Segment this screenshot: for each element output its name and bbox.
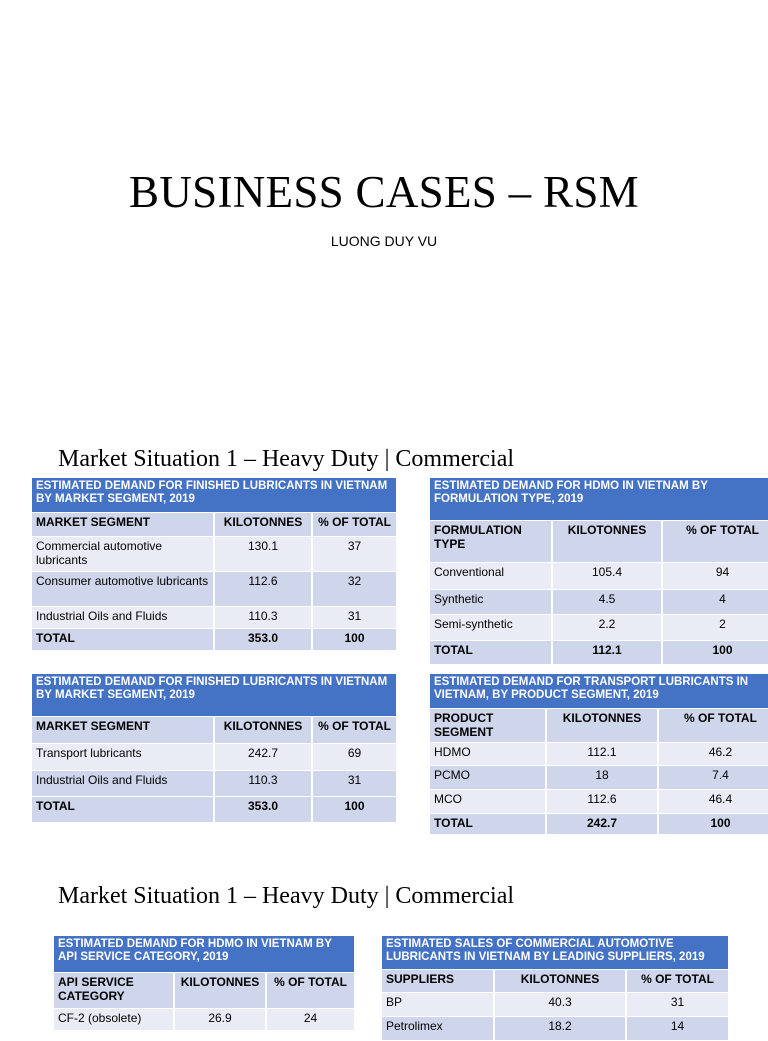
table-cell: 112.1	[546, 742, 658, 765]
slide-title: BUSINESS CASES – RSM	[129, 167, 639, 217]
table-cell: 112.1	[552, 640, 662, 664]
table-cell: 46.2	[658, 742, 768, 765]
table-transport-lubricants-by-product	[430, 674, 768, 835]
table-cell: 242.7	[214, 743, 312, 770]
table-finished-lubricants-transport-industrial	[32, 674, 396, 823]
table-cell: BP	[382, 992, 494, 1016]
table-total-row	[32, 628, 396, 650]
table-cell: TOTAL	[32, 796, 214, 822]
table-cell: 100	[312, 796, 396, 822]
table-cell: Consumer automotive lubricants	[32, 571, 214, 606]
slide-subtitle: LUONG DUY VU	[330, 233, 438, 249]
table-cell: Industrial Oils and Fluids	[32, 770, 214, 796]
table-row	[382, 1016, 728, 1040]
table-cell: 242.7	[546, 813, 658, 834]
table-cell: PCMO	[430, 765, 546, 789]
table-cell: 100	[658, 813, 768, 834]
table-cell: 46.4	[658, 789, 768, 813]
column-header: % OF TOTAL	[662, 520, 768, 562]
table-finished-lubricants-by-segment	[32, 478, 396, 651]
column-header: MARKET SEGMENT	[32, 512, 214, 536]
table-caption: ESTIMATED DEMAND FOR TRANSPORT LUBRICANTS IN VIETNAM, BY PRODUCT SEGMENT, 2019	[430, 674, 768, 708]
column-header: PRODUCT SEGMENT	[430, 708, 546, 742]
table-caption: ESTIMATED DEMAND FOR HDMO IN VIETNAM BY FORMULATION TYPE, 2019	[430, 478, 768, 520]
table-cell: CF-2 (obsolete)	[54, 1008, 174, 1030]
table-caption: ESTIMATED DEMAND FOR FINISHED LUBRICANTS IN VIETNAM BY MARKET SEGMENT, 2019	[32, 478, 396, 512]
table-cell: Transport lubricants	[32, 743, 214, 770]
table-cell: 31	[312, 606, 396, 628]
table-row	[32, 770, 396, 796]
table-cell: Petrolimex	[382, 1016, 494, 1040]
table-hdmo-by-formulation	[430, 478, 768, 665]
table-cell: 105.4	[552, 562, 662, 589]
table-cell: 110.3	[214, 606, 312, 628]
table-cell: 110.3	[214, 770, 312, 796]
table-cell: 353.0	[214, 796, 312, 822]
table-row	[430, 614, 768, 640]
table-cell: HDMO	[430, 742, 546, 765]
column-header: KILOTONNES	[552, 520, 662, 562]
table-cell: MCO	[430, 789, 546, 813]
table-cell: 353.0	[214, 628, 312, 650]
table-cell: 18	[546, 765, 658, 789]
table-cell: 4.5	[552, 589, 662, 614]
table-cell: 26.9	[174, 1008, 266, 1030]
column-header: KILOTONNES	[546, 708, 658, 742]
column-header: % OF TOTAL	[312, 716, 396, 743]
column-header: KILOTONNES	[214, 716, 312, 743]
table-cell: 2.2	[552, 614, 662, 640]
table-row	[430, 589, 768, 614]
table-cell: 112.6	[214, 571, 312, 606]
column-header: MARKET SEGMENT	[32, 716, 214, 743]
column-header: SUPPLIERS	[382, 969, 494, 992]
column-header: % OF TOTAL	[312, 512, 396, 536]
table-cell: Synthetic	[430, 589, 552, 614]
table-row	[32, 743, 396, 770]
table-row	[430, 789, 768, 813]
table-cell: 112.6	[546, 789, 658, 813]
table-cell: 69	[312, 743, 396, 770]
column-header: KILOTONNES	[494, 969, 626, 992]
column-header: KILOTONNES	[174, 972, 266, 1008]
table-caption: ESTIMATED SALES OF COMMERCIAL AUTOMOTIVE LUBRICANTS IN VIETNAM BY LEADING SUPPLIERS, 2019	[382, 936, 728, 969]
table-cell: Conventional	[430, 562, 552, 589]
table-cell: 37	[312, 536, 396, 571]
table-total-row	[32, 796, 396, 822]
table-cell: 100	[312, 628, 396, 650]
table-total-row	[430, 640, 768, 664]
table-cell: Commercial automotive lubricants	[32, 536, 214, 571]
table-cell: Semi-synthetic	[430, 614, 552, 640]
table-row	[430, 765, 768, 789]
table-cell: Industrial Oils and Fluids	[32, 606, 214, 628]
table-row	[382, 992, 728, 1016]
table-row	[430, 742, 768, 765]
table-cell: 94	[662, 562, 768, 589]
table-cell: 31	[312, 770, 396, 796]
table-cell: 100	[662, 640, 768, 664]
column-header: % OF TOTAL	[626, 969, 728, 992]
table-cell: 40.3	[494, 992, 626, 1016]
column-header: % OF TOTAL	[658, 708, 768, 742]
table-commercial-lubricants-by-supplier	[382, 936, 728, 1041]
table-cell: 4	[662, 589, 768, 614]
column-header: API SERVICE CATEGORY	[54, 972, 174, 1008]
table-row	[32, 536, 396, 571]
column-header: FORMULATION TYPE	[430, 520, 552, 562]
table-cell: 14	[626, 1016, 728, 1040]
table-cell: TOTAL	[430, 813, 546, 834]
column-header: KILOTONNES	[214, 512, 312, 536]
section-heading-1: Market Situation 1 – Heavy Duty | Commercial	[58, 446, 515, 472]
table-cell: 130.1	[214, 536, 312, 571]
table-total-row	[430, 813, 768, 834]
table-hdmo-by-api-category	[54, 936, 354, 1031]
table-cell: 7.4	[658, 765, 768, 789]
table-cell: TOTAL	[32, 628, 214, 650]
table-row	[54, 1008, 354, 1030]
table-cell: 32	[312, 571, 396, 606]
section-heading-2: Market Situation 1 – Heavy Duty | Commercial	[58, 883, 515, 909]
table-cell: 24	[266, 1008, 354, 1030]
table-row	[430, 562, 768, 589]
table-caption: ESTIMATED DEMAND FOR FINISHED LUBRICANTS IN VIETNAM BY MARKET SEGMENT, 2019	[32, 674, 396, 716]
table-cell: 2	[662, 614, 768, 640]
table-row	[32, 571, 396, 606]
table-cell: 31	[626, 992, 728, 1016]
table-cell: TOTAL	[430, 640, 552, 664]
table-cell: 18.2	[494, 1016, 626, 1040]
table-caption: ESTIMATED DEMAND FOR HDMO IN VIETNAM BY API SERVICE CATEGORY, 2019	[54, 936, 354, 972]
table-row	[32, 606, 396, 628]
column-header: % OF TOTAL	[266, 972, 354, 1008]
